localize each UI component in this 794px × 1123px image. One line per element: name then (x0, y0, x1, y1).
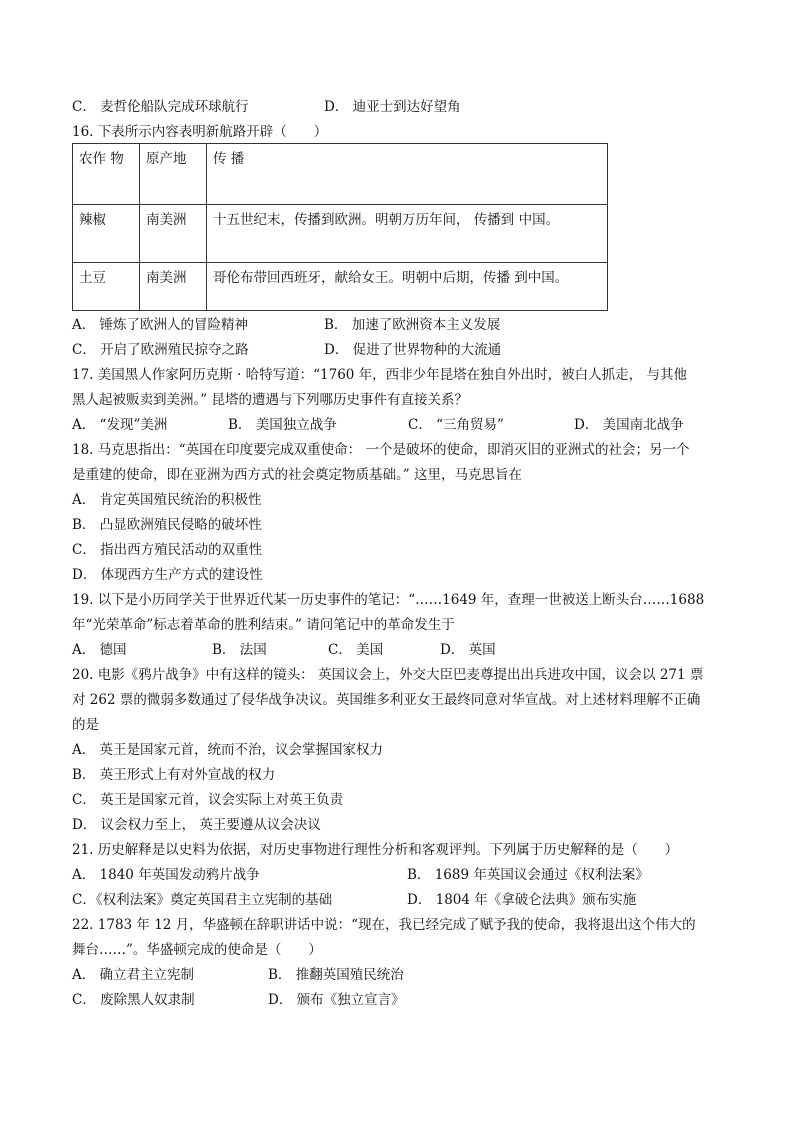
table-header-cell: 传 播 (207, 144, 608, 205)
table-header-row (73, 144, 608, 205)
q17-option-a: A． “发现”美洲 (72, 417, 168, 433)
table-cell: 十五世纪末，传播到欧洲。明朝万历年间， 传播到 中国。 (207, 205, 608, 263)
q17-option-d: D． 美国南北战争 (574, 417, 684, 433)
q19-option-a: A． 德国 (72, 642, 127, 658)
q21-option-c: C．《权利法案》奠定英国君主立宪制的基础 (72, 892, 333, 908)
table-header-cell: 原产地 (140, 144, 207, 205)
q16-option-b: B． 加速了欧洲资本主义发展 (324, 317, 501, 333)
table-cell: 土豆 (73, 263, 140, 311)
q16-option-d: D． 促进了世界物种的大流通 (324, 342, 502, 358)
q22-stem-line2: 舞台……”。华盛顿完成的使命是（ ） (72, 942, 322, 958)
q21-stem: 21. 历史解释是以史料为依据，对历史事物进行理性分析和客观评判。下列属于历史解释的是（ ） (72, 842, 679, 858)
q22-option-a: A． 确立君主立宪制 (72, 967, 195, 983)
table-header-cell: 农作 物 (73, 144, 140, 205)
crop-spread-table (72, 143, 608, 311)
q20-stem-line2: 对 262 票的微弱多数通过了侵华战争决议。英国维多利亚女王最终同意对华宣战。对上述材料理解不正确 (72, 692, 701, 708)
q16-option-a: A． 锤炼了欧洲人的冒险精神 (72, 317, 249, 333)
q17-option-c: C． “三角贸易” (408, 417, 504, 433)
q20-option-d: D． 议会权力至上， 英王要遵从议会决议 (72, 817, 321, 833)
q15-option-d: D． 迪亚士到达好望角 (324, 99, 461, 115)
q18-option-b: B． 凸显欧洲殖民侵略的破坏性 (72, 517, 262, 533)
q18-stem-line2: 是重建的使命，即在亚洲为西方式的社会奠定物质基础。” 这里，马克思旨在 (72, 467, 522, 483)
table-row (73, 263, 608, 311)
q19-option-c: C． 美国 (328, 642, 384, 658)
q22-stem-line1: 22. 1783 年 12 月，华盛顿在辞职讲话中说：“现在，我已经完成了赋予我的使命，我将退出这个伟大的 (72, 917, 696, 933)
q18-option-c: C． 指出西方殖民活动的双重性 (72, 542, 263, 558)
q20-option-c: C． 英王是国家元首，议会实际上对英王负责 (72, 792, 344, 808)
q19-stem-line1: 19. 以下是小历同学关于世界近代某一历史事件的笔记：“……1649 年，查理一世被送上断头台……1688 (72, 592, 705, 608)
q18-option-a: A． 肯定英国殖民统治的积极性 (72, 492, 262, 508)
table-cell: 辣椒 (73, 205, 140, 263)
q20-stem-line3: 的是 (72, 717, 99, 733)
q16-stem: 16. 下表所示内容表明新航路开辟（ ） (72, 124, 328, 140)
q18-option-d: D． 体现西方生产方式的建设性 (72, 567, 263, 583)
q19-option-b: B． 法国 (212, 642, 267, 658)
q21-option-a: A． 1840 年英国发动鸦片战争 (72, 867, 260, 883)
q21-option-d: D． 1804 年《拿破仑法典》颁布实施 (407, 892, 637, 908)
q20-option-b: B． 英王形式上有对外宣战的权力 (72, 767, 276, 783)
q22-option-c: C． 废除黑人奴隶制 (72, 992, 195, 1008)
table-row (73, 205, 608, 263)
table-cell: 南美洲 (140, 205, 207, 263)
table-cell: 哥伦布带回西班牙，献给女王。明朝中后期，传播 到中国。 (207, 263, 608, 311)
table-cell: 南美洲 (140, 263, 207, 311)
q21-option-b: B． 1689 年英国议会通过《权利法案》 (407, 867, 649, 883)
q22-option-b: B． 推翻英国殖民统治 (268, 967, 404, 983)
q15-option-c: C． 麦哲伦船队完成环球航行 (72, 99, 249, 115)
q19-stem-line2: 年“光荣革命”标志着革命的胜利结束。” 请问笔记中的革命发生于 (72, 617, 455, 633)
q17-stem-line1: 17. 美国黑人作家阿历克斯 · 哈特写道：“1760 年，西非少年昆塔在独自外出时，被白人抓走， 与其他 (72, 367, 687, 383)
q18-stem-line1: 18. 马克思指出：“英国在印度要完成双重使命： 一个是破坏的使命，即消灭旧的亚洲式的社会；另一个 (72, 442, 690, 458)
q20-option-a: A． 英王是国家元首，统而不治，议会掌握国家权力 (72, 742, 384, 758)
q16-option-c: C． 开启了欧洲殖民掠夺之路 (72, 342, 249, 358)
q17-stem-line2: 黑人起被贩卖到美洲。” 昆塔的遭遇与下列哪历史事件有直接关系？ (72, 392, 468, 408)
q20-stem-line1: 20. 电影《鸦片战争》中有这样的镜头： 英国议会上，外交大臣巴麦尊提出出兵进攻中国，议会以 271 票 (72, 667, 704, 683)
q17-option-b: B． 美国独立战争 (228, 417, 337, 433)
q22-option-d: D． 颁布《独立宣言》 (268, 992, 405, 1008)
q19-option-d: D． 英国 (440, 642, 496, 658)
